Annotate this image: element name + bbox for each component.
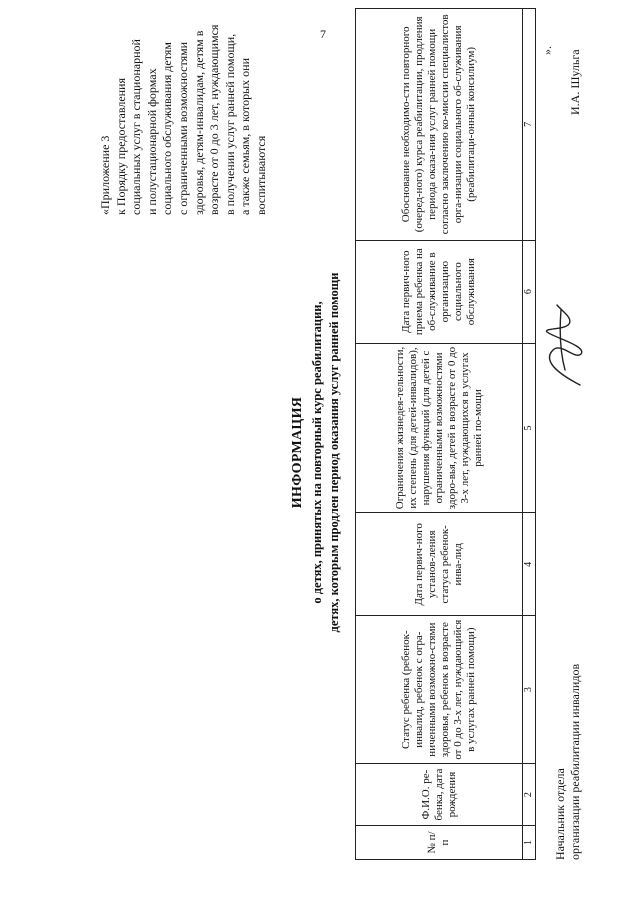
appendix-line: с ограниченными возможностями — [175, 41, 190, 215]
appendix-line: воспитываются — [253, 135, 268, 215]
column-number: 4 — [523, 513, 536, 616]
appendix-block — [98, 0, 270, 215]
header-cell-number: № п/п — [356, 826, 523, 860]
header-cell-limitations: Ограничения жизнедея-тельности, их степень (для детей-инвалидов), нарушения функций (для детей с ограниченными возможностями здоро-вья, детей в возрасте от 0 до 3-х лет, нуждающихся в услугах ранней по-мощи — [356, 343, 523, 513]
header-cell-justification: Обоснование необходимо-сти повторного (очеред-ного) курса реабилитации, продления периода оказа-ния услуг ранней помощи согласно заключению ко-миссии специалистов орга-низации социального об-служивания (реабилитаци-онный консилиум) — [356, 9, 523, 241]
column-number: 2 — [523, 764, 536, 826]
appendix-line: социального обслуживания детям — [160, 42, 175, 215]
signatory-position-line: Начальник отдела — [553, 768, 567, 860]
appendix-line: «Приложение 3 — [98, 135, 112, 215]
column-number: 1 — [523, 826, 536, 860]
appendix-line: социальных услуг в стационарной — [129, 39, 144, 215]
appendix-line: в получении услуг ранней помощи, — [222, 33, 237, 215]
header-cell-name: Ф.И.О. ре-бенка, дата рождения — [356, 764, 523, 826]
appendix-line: к Порядку предоставления — [113, 77, 128, 215]
column-number: 7 — [523, 9, 536, 241]
document-subtitle-line-1: о детях, принятых на повторный курс реабилитации, — [310, 301, 324, 604]
header-cell-status: Статус ребенка (ребенок-инвалид, ребенок с огра-ниченными возможно-стями здоровья, ребенок в возрасте от 0 до 3-х лет, нуждающийся в услугах ранней помощи) — [356, 616, 523, 764]
column-number: 3 — [523, 616, 536, 764]
column-number: 6 — [523, 240, 536, 343]
header-cell-status-date: Дата первич-ного установ-ления статуса ребенок-инва-лид — [356, 513, 523, 616]
appendix-line: и полустационарной формах — [144, 68, 159, 215]
signatory-position-line: организации реабилитации инвалидов — [568, 663, 582, 860]
table-header-row — [356, 9, 523, 860]
appendix-line: а также семьям, в которых они — [238, 57, 253, 215]
appendix-line: здоровья, детям-инвалидам, детям в — [191, 30, 206, 215]
signatory-name: И.А. Шульга — [568, 49, 582, 115]
information-table — [355, 8, 536, 860]
closing-quote: ». — [540, 46, 554, 55]
header-cell-admission-date: Дата первич-ного приема ребенка на об-служивание в организацию социального обслуживания — [356, 240, 523, 343]
page-number: 7 — [320, 27, 326, 41]
signatory-position — [553, 664, 583, 860]
document-title: ИНФОРМАЦИЯ — [290, 396, 305, 509]
document-subtitle-line-2: детях, которым продлен период оказания услуг ранней помощи — [327, 272, 341, 633]
table-number-row — [523, 9, 536, 860]
handwritten-signature — [535, 300, 595, 390]
column-number: 5 — [523, 343, 536, 513]
appendix-line: возрасте от 0 до 3 лет, нуждающимся — [207, 24, 222, 215]
